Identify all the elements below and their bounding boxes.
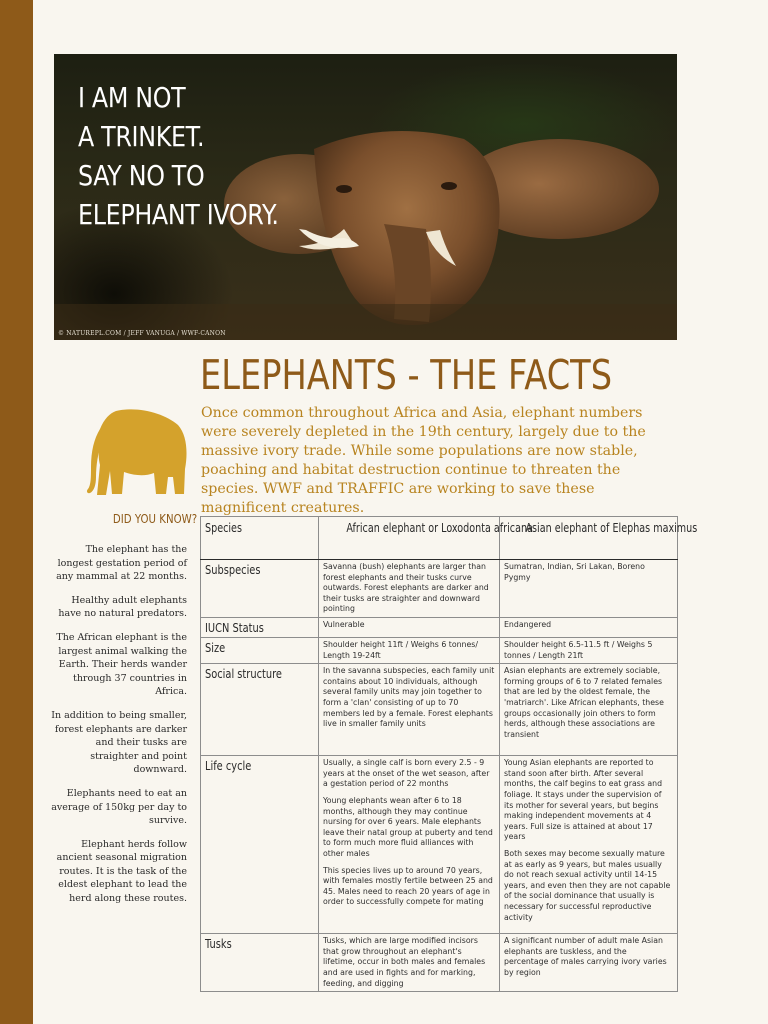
- photo-credit: © NATUREPL.COM / JEFF VANUGA / WWF-CANON: [58, 330, 226, 337]
- hero-headline-line: SAY NO TO: [78, 159, 205, 192]
- table-row-tusks: [201, 934, 678, 992]
- intro-paragraph: Once common throughout Africa and Asia, elephant numbers were severely depleted in the 19th century, largely due to the massive ivory trade. While some populations are now stable, poaching and habitat destruction continue to threaten the species. WWF and TRAFFIC are working to save these magnificent creatures.: [201, 405, 646, 516]
- left-accent-bar: [0, 0, 33, 1024]
- fact-item: Healthy adult elephants have no natural predators.: [58, 594, 187, 620]
- row-label: Life cycle: [201, 756, 319, 934]
- african-cell: Usually, a single calf is born every 2.5 - 9 years at the onset of the wet season, after a gestation period of 22 months Young elephants wean after 6 to 18 months, although they may continue nursing for over 6 years. Male elephants leave their natal group at puberty and tend to form much more fluid alliances with other males This species lives up to around 70 years, with females mostly fertile between 25 and 45. Males need to reach 20 years of age in order to successfully compete for mating: [319, 756, 500, 934]
- african-cell: In the savanna subspecies, each family unit contains about 10 individuals, although several family units may join together to form a 'clan' consisting of up to 70 members led by a female. Forest elephants live in smaller family units: [319, 664, 500, 756]
- african-cell: Vulnerable: [319, 618, 500, 638]
- asian-cell: Young Asian elephants are reported to stand soon after birth. After several months, the calf begins to eat grass and foliage. It stays under the supervision of its mother for several years, but begins making independent movements at 4 years. Full size is attained at about 17 years Both sexes may become sexually mature at as early as 9 years, but males usually do not reach sexual activity until 14-15 years, and even then they are not capable of the social dominance that usually is necessary for successful reproductive activity: [500, 756, 678, 934]
- hero-banner: [54, 54, 677, 340]
- elephant-icon: [86, 409, 190, 497]
- table-row-iucn-status: [201, 618, 678, 638]
- asian-cell: Shoulder height 6.5-11.5 ft / Weighs 5 tonnes / Length 21ft: [500, 638, 678, 664]
- hero-headline-line: ELEPHANT IVORY.: [78, 198, 279, 231]
- fact-item: In addition to being smaller, forest elephants are darker and their tusks are straighter and point downward.: [51, 709, 187, 776]
- fact-item: Elephants need to eat an average of 150kg per day to survive.: [51, 787, 187, 827]
- table-row-size: [201, 638, 678, 664]
- asian-cell: Sumatran, Indian, Sri Lakan, Boreno Pygmy: [500, 560, 678, 618]
- african-cell: Savanna (bush) elephants are larger than forest elephants and their tusks curve outwards. Forest elephants are darker and their tusks are straighter and downward pointing: [319, 560, 500, 618]
- table-header-row: [201, 517, 678, 560]
- row-label: Size: [201, 638, 319, 664]
- hero-headline-line: A TRINKET.: [78, 120, 205, 153]
- asian-cell: Asian elephants are extremely sociable, forming groups of 6 to 7 related females that are led by the oldest female, the 'matriarch'. Like African elephants, these groups occasionally join others to form herds, although these associations are transient: [500, 664, 678, 756]
- column-header-asian: Asian elephant of Elephas maximus: [500, 517, 678, 560]
- did-you-know-facts: [50, 543, 187, 916]
- table-row-social-structure: [201, 664, 678, 756]
- african-cell: Shoulder height 11ft / Weighs 6 tonnes/ Length 19-24ft: [319, 638, 500, 664]
- fact-item: The elephant has the longest gestation period of any mammal at 22 months.: [56, 544, 187, 583]
- row-label: Tusks: [201, 934, 319, 992]
- asian-cell: A significant number of adult male Asian elephants are tuskless, and the percentage of males carrying ivory varies by region: [500, 934, 678, 992]
- fact-item: Elephant herds follow ancient seasonal migration routes. It is the task of the eldest elephant to lead the herd along these routes.: [56, 838, 187, 905]
- fact-item: The African elephant is the largest animal walking the Earth. Their herds wander through 37 countries in Africa.: [56, 631, 187, 698]
- did-you-know-heading: DID YOU KNOW?: [112, 512, 198, 526]
- hero-headline-line: I AM NOT: [78, 81, 186, 114]
- asian-cell: Endangered: [500, 618, 678, 638]
- table-row-subspecies: [201, 560, 678, 618]
- table-row-life-cycle: [201, 756, 678, 934]
- column-header-african: African elephant or Loxodonta africana: [319, 517, 500, 560]
- row-label: Social structure: [201, 664, 319, 756]
- row-label: Subspecies: [201, 560, 319, 618]
- hero-headline: [78, 78, 279, 234]
- african-cell: Tusks, which are large modified incisors that grow throughout an elephant's lifetime, occur in both males and females and are used in fights and for marking, feeding, and digging: [319, 934, 500, 992]
- row-label: IUCN Status: [201, 618, 319, 638]
- species-comparison-table: [200, 516, 698, 992]
- page-title: ELEPHANTS - THE FACTS: [200, 351, 613, 399]
- column-header-species: Species: [201, 517, 319, 560]
